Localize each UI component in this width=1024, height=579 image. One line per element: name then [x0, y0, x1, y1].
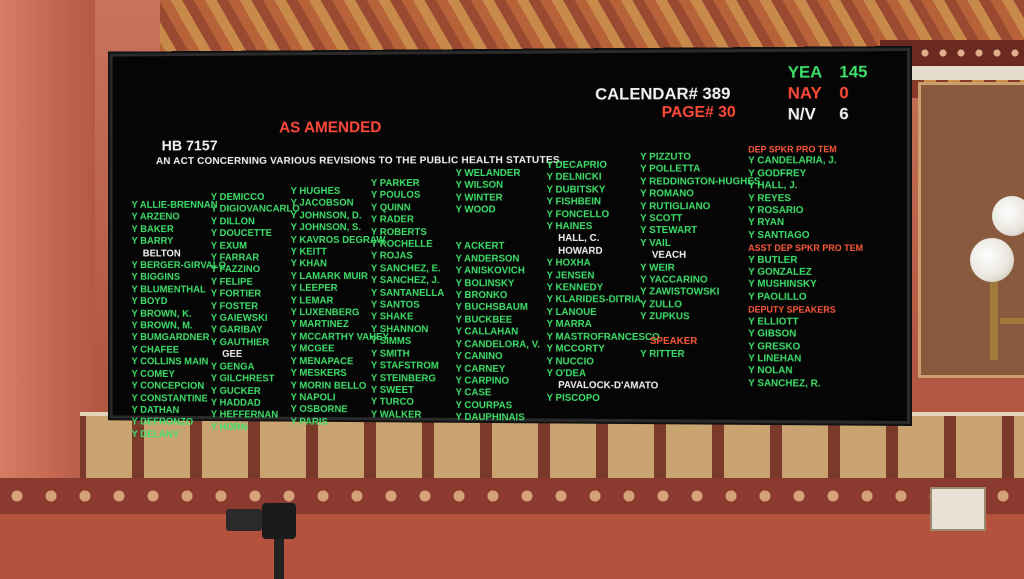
member-vote: Y FISHBEIN: [546, 196, 601, 208]
member-vote: Y SANTIAGO: [748, 229, 810, 241]
member-vote: Y STEINBERG: [370, 372, 436, 384]
member-vote: PAVALOCK-D'AMATO: [558, 380, 659, 392]
member-vote: Y MESKERS: [290, 367, 347, 380]
member-vote: Y KHAN: [290, 258, 327, 270]
member-vote: GEE: [222, 349, 243, 361]
member-vote: Y COURPAS: [455, 399, 513, 412]
section-heading: DEP SPKR PRO TEM: [748, 144, 837, 155]
member-vote: Y ROBERTS: [370, 226, 427, 238]
member-vote: Y DEFRONZO: [131, 416, 194, 429]
member-vote: Y SMITH: [370, 348, 410, 360]
member-vote: Y GRESKO: [748, 340, 801, 353]
member-vote: Y ARZENO: [131, 212, 180, 223]
spacer: [456, 229, 540, 241]
member-vote: HOWARD: [558, 245, 603, 257]
member-vote: Y GENGA: [210, 361, 255, 373]
member-vote: Y GARIBAY: [210, 325, 263, 336]
tally-row: [788, 82, 868, 103]
member-vote: VEACH: [651, 250, 687, 262]
member-vote: Y FARRAR: [210, 252, 260, 264]
member-vote: Y HUGHES: [290, 186, 341, 197]
member-vote: Y HOXHA: [546, 257, 591, 269]
member-vote: Y RUTIGLIANO: [640, 200, 711, 212]
member-vote: Y BUMGARDNER: [131, 332, 210, 344]
member-vote: Y BERGER-GIRVALO: [131, 260, 226, 272]
member-vote: Y DECAPRIO: [546, 159, 607, 171]
member-vote: Y JOHNSON, S.: [290, 222, 362, 234]
member-vote: Y GODFREY: [748, 168, 807, 180]
member-vote: Y GAUTHIER: [210, 337, 270, 349]
member-vote: Y KEITT: [290, 246, 327, 258]
member-vote: Y JOHNSON, D.: [290, 210, 362, 222]
member-vote: Y CALLAHAN: [455, 326, 519, 338]
member-vote: Y ANDERSON: [455, 253, 520, 265]
member-vote: Y ROCHELLE: [370, 238, 433, 250]
member-vote: Y MUSHINSKY: [748, 279, 817, 291]
member-vote: Y HADDAD: [210, 397, 261, 409]
lamp-globe: [992, 196, 1024, 236]
tally-row: [788, 103, 868, 124]
member-vote: Y LUXENBERG: [290, 307, 360, 319]
member-vote: Y LEEPER: [290, 283, 338, 294]
member-vote: Y HORN: [210, 421, 248, 433]
member-vote: Y BUCHSBAUM: [455, 302, 528, 314]
member-vote: Y RYAN: [748, 217, 785, 229]
member-vote: Y GAIEWSKI: [210, 312, 268, 324]
member-vote: Y WILSON: [455, 180, 504, 192]
member-vote: Y MCCARTHY VAHEY: [290, 331, 389, 343]
member-vote: Y FAZZINO: [210, 264, 261, 276]
member-vote: Y SANTOS: [370, 299, 420, 311]
member-column: [371, 178, 444, 422]
member-vote: Y ZAWISTOWSKI: [640, 286, 720, 299]
member-vote: Y COMEY: [131, 368, 175, 380]
member-vote: Y PARIS: [290, 416, 328, 428]
member-vote: Y PISCOPO: [546, 392, 600, 404]
member-vote: Y BARRY: [131, 236, 174, 247]
member-vote: Y KENNEDY: [546, 282, 604, 294]
member-vote: Y WINTER: [455, 192, 503, 204]
member-vote: Y REYES: [748, 192, 791, 204]
member-column: [640, 151, 760, 361]
member-vote: Y RITTER: [640, 348, 685, 360]
member-vote: Y ROMANO: [640, 188, 694, 200]
camera: [222, 495, 302, 579]
member-vote: Y GUCKER: [210, 385, 261, 397]
member-vote: Y BOYD: [131, 296, 168, 308]
member-vote: Y GONZALEZ: [748, 266, 812, 278]
member-vote: Y DATHAN: [131, 404, 180, 416]
member-vote: Y BIGGINS: [131, 272, 181, 284]
member-vote: Y STEWART: [640, 225, 698, 237]
member-vote: HALL, C.: [558, 233, 600, 245]
member-vote: Y ELLIOTT: [748, 316, 799, 328]
lamp-arm: [1000, 318, 1024, 324]
member-vote: Y MORIN BELLO: [290, 380, 367, 392]
member-vote: BELTON: [142, 248, 181, 259]
page-number: PAGE# 30: [661, 103, 736, 122]
member-vote: Y MARRA: [546, 319, 592, 331]
tally-value: 0: [839, 83, 849, 103]
member-vote: Y DUBITSKY: [546, 184, 606, 196]
member-vote: Y PAOLILLO: [748, 291, 807, 303]
section-heading: DEPUTY SPEAKERS: [748, 304, 836, 316]
member-vote: Y POULOS: [370, 190, 421, 202]
member-vote: Y SHAKE: [370, 311, 414, 323]
member-vote: Y VAIL: [640, 237, 671, 249]
member-vote: Y BROWN, M.: [131, 320, 193, 332]
member-vote: Y WOOD: [455, 204, 496, 216]
member-vote: Y WEIR: [640, 262, 675, 274]
bill-title: AN ACT CONCERNING VARIOUS REVISIONS TO THE PUBLIC HEALTH STATUTES.: [155, 154, 563, 168]
member-vote: Y ANISKOVICH: [455, 265, 525, 277]
member-vote: Y DEMICCO: [210, 192, 265, 203]
member-vote: Y DELNICKI: [546, 172, 602, 184]
member-vote: Y CONCEPCION: [131, 380, 205, 392]
member-vote: Y ROJAS: [370, 251, 413, 262]
member-column: [211, 192, 300, 434]
member-vote: Y DELANY: [131, 428, 179, 440]
member-vote: Y JENSEN: [546, 270, 595, 282]
member-vote: Y SANCHEZ, R.: [748, 377, 821, 390]
amended-status: AS AMENDED: [279, 119, 382, 137]
member-vote: Y PIZZUTO: [640, 151, 691, 163]
member-vote: Y CASE: [455, 387, 492, 399]
member-vote: Y ZUPKUS: [640, 311, 690, 323]
member-vote: Y SANTANELLA: [370, 287, 445, 299]
member-vote: Y EXUM: [210, 240, 247, 252]
section-heading: SPEAKER: [649, 336, 698, 348]
member-vote: Y OSBORNE: [290, 404, 348, 416]
member-vote: Y SHANNON: [370, 324, 429, 336]
bill-number: HB 7157: [161, 137, 218, 155]
member-vote: Y RADER: [370, 214, 414, 226]
member-vote: Y CARNEY: [455, 363, 506, 375]
vote-board: [110, 48, 910, 440]
member-vote: Y HAINES: [546, 221, 593, 233]
member-vote: Y HEFFERNAN: [210, 409, 279, 421]
member-vote: Y MASTROFRANCESCO: [546, 331, 660, 343]
member-vote: Y POLLETTA: [640, 163, 701, 176]
section-heading: ASST DEP SPKR PRO TEM: [748, 243, 864, 254]
member-vote: Y ALLIE-BRENNAN: [131, 199, 218, 211]
member-vote: Y CONSTANTINE: [131, 392, 208, 404]
tally-label: N/V: [787, 104, 816, 124]
member-vote: Y DIGIOVANCARLO: [210, 204, 300, 215]
camera-body: [262, 503, 296, 539]
member-vote: Y GILCHREST: [210, 373, 275, 385]
member-vote: Y NAPOLI: [290, 392, 336, 404]
member-vote: Y BLUMENTHAL: [131, 284, 206, 296]
member-vote: Y FORTIER: [210, 288, 262, 300]
member-vote: Y SCOTT: [640, 213, 683, 225]
member-vote: Y PARKER: [370, 178, 420, 189]
member-column: [748, 143, 863, 391]
member-column: [456, 168, 540, 425]
member-vote: Y YACCARINO: [640, 274, 708, 286]
member-vote: Y CANDELARIA, J.: [748, 155, 837, 167]
member-vote: Y BAKER: [131, 224, 174, 235]
member-vote: Y BROWN, K.: [131, 308, 192, 320]
member-vote: Y LEMAR: [290, 295, 334, 307]
vote-tally: [788, 61, 868, 124]
member-vote: Y WALKER: [370, 409, 422, 421]
member-vote: Y DILLON: [210, 216, 255, 228]
spacer: [640, 324, 760, 337]
member-vote: Y KAVROS DEGRAW: [290, 234, 386, 246]
member-vote: Y ACKERT: [455, 241, 505, 253]
member-vote: Y BRONKO: [455, 290, 508, 302]
member-vote: Y MENAPACE: [290, 355, 354, 367]
member-vote: Y DAUPHINAIS: [455, 412, 525, 424]
member-vote: Y QUINN: [370, 202, 411, 214]
member-vote: Y COLLINS MAIN: [131, 356, 209, 368]
member-vote: Y LINEHAN: [748, 353, 802, 365]
wall-outlet: [930, 487, 986, 531]
member-vote: Y CARPINO: [455, 375, 510, 387]
rosette-frieze: [0, 478, 1024, 514]
tally-value: 145: [839, 62, 868, 82]
calendar-number: CALENDAR# 389: [595, 84, 731, 104]
camera-lens: [226, 509, 262, 531]
member-vote: Y BUCKBEE: [455, 314, 513, 326]
member-vote: Y FOSTER: [210, 300, 259, 312]
member-vote: Y SIMMS: [370, 336, 412, 348]
spacer: [456, 217, 540, 229]
wall-base: [0, 514, 1024, 579]
member-vote: Y GIBSON: [748, 328, 797, 340]
tally-row: [788, 61, 868, 82]
member-vote: Y KLARIDES-DITRIA: [546, 294, 642, 306]
member-vote: Y CHAFEE: [131, 344, 179, 356]
member-vote: Y MCCORTY: [546, 343, 605, 355]
member-vote: Y SANCHEZ, J.: [370, 275, 440, 287]
member-vote: Y TURCO: [370, 396, 414, 409]
member-vote: Y LANOUE: [546, 306, 597, 318]
member-vote: Y BUTLER: [748, 254, 798, 266]
member-vote: Y NOLAN: [748, 365, 793, 377]
member-vote: Y MCGEE: [290, 343, 335, 355]
member-vote: Y SWEET: [370, 384, 414, 396]
member-vote: Y SANCHEZ, E.: [370, 263, 441, 275]
member-vote: Y DOUCETTE: [210, 228, 272, 240]
member-vote: Y MARTINEZ: [290, 319, 349, 331]
member-vote: Y CANINO: [455, 351, 503, 363]
member-vote: Y CANDELORA, V.: [455, 338, 540, 351]
member-vote: Y LAMARK MUIR: [290, 271, 368, 282]
member-vote: Y FONCELLO: [546, 208, 610, 220]
member-vote: Y WELANDER: [455, 168, 521, 179]
member-vote: Y NUCCIO: [546, 355, 594, 367]
tally-value: 6: [839, 104, 849, 124]
member-vote: Y JACOBSON: [290, 198, 354, 210]
member-vote: Y REDDINGTON-HUGHES: [640, 176, 761, 188]
member-vote: Y FELIPE: [210, 276, 253, 288]
tally-label: NAY: [787, 83, 822, 103]
member-vote: Y HALL, J.: [748, 180, 798, 192]
tally-label: YEA: [787, 62, 823, 82]
lamp-globe: [970, 238, 1014, 282]
camera-pole: [274, 539, 284, 579]
member-vote: Y ROSARIO: [748, 205, 804, 217]
member-vote: Y O'DEA: [546, 368, 586, 380]
member-vote: Y ZULLO: [640, 299, 682, 311]
member-vote: Y STAFSTROM: [370, 360, 439, 372]
member-vote: Y BOLINSKY: [455, 277, 515, 289]
